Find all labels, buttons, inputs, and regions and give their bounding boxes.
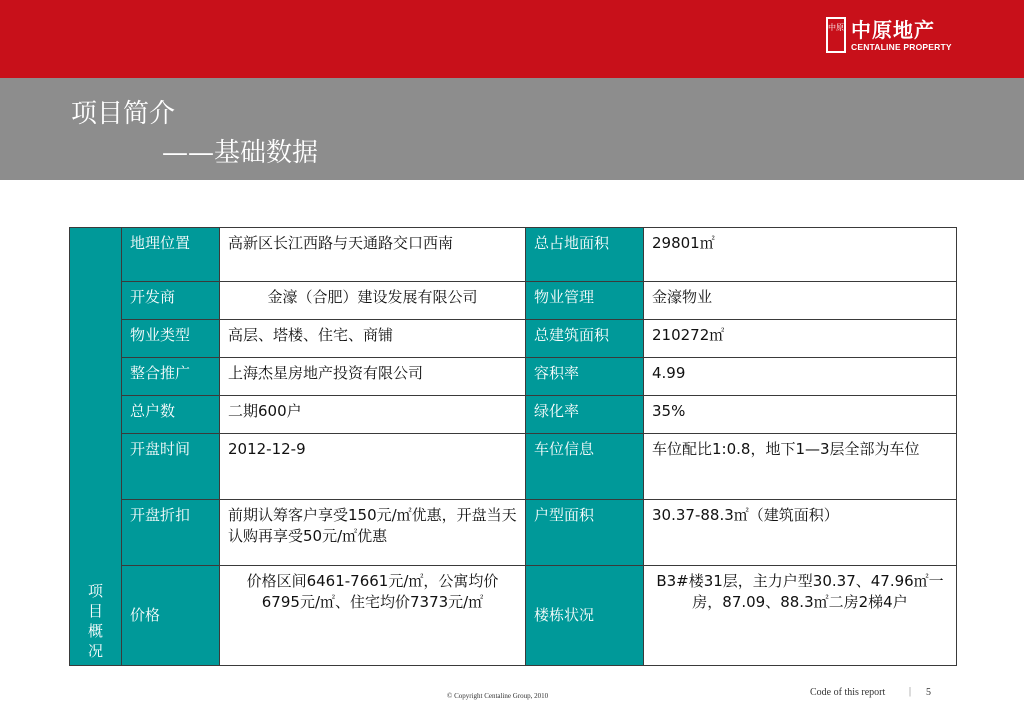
table-row <box>70 228 957 282</box>
row-value: 二期600户 <box>220 396 526 434</box>
project-info-table <box>69 227 957 666</box>
logo-chinese-name: 中原地产 <box>851 18 935 42</box>
row-value: B3#楼31层，主力户型30.37、47.96㎡一房，87.09、88.3㎡二房2梯4户 <box>644 566 957 666</box>
row-label: 物业类型 <box>122 320 220 358</box>
side-label-cell <box>70 228 122 666</box>
row-value: 35% <box>644 396 957 434</box>
row-value: 高新区长江西路与天通路交口西南 <box>220 228 526 282</box>
row-label: 总建筑面积 <box>526 320 644 358</box>
table-row <box>70 358 957 396</box>
row-label: 开盘时间 <box>122 434 220 500</box>
row-value: 210272㎡ <box>644 320 957 358</box>
row-label: 总户数 <box>122 396 220 434</box>
row-label: 整合推广 <box>122 358 220 396</box>
table-row <box>70 434 957 500</box>
table-row <box>70 396 957 434</box>
row-label: 开发商 <box>122 282 220 320</box>
page-number: 5 <box>926 687 931 698</box>
row-value: 30.37-88.3㎡（建筑面积） <box>644 500 957 566</box>
row-label: 车位信息 <box>526 434 644 500</box>
row-label: 地理位置 <box>122 228 220 282</box>
row-value: 29801㎡ <box>644 228 957 282</box>
footer-copyright: © Copyright Centaline Group, 2010 <box>447 692 549 700</box>
header-bar <box>0 0 1024 78</box>
table-row <box>70 566 957 666</box>
table-row <box>70 500 957 566</box>
row-label: 楼栋状况 <box>526 566 644 666</box>
row-value: 4.99 <box>644 358 957 396</box>
row-label: 容积率 <box>526 358 644 396</box>
row-label: 开盘折扣 <box>122 500 220 566</box>
side-label: 项目概况 <box>87 582 103 660</box>
logo-seal: 中原 <box>826 17 846 53</box>
row-label: 总占地面积 <box>526 228 644 282</box>
row-value: 高层、塔楼、住宅、商铺 <box>220 320 526 358</box>
row-value: 2012-12-9 <box>220 434 526 500</box>
row-value: 车位配比1:0.8，地下1—3层全部为车位 <box>644 434 957 500</box>
row-label: 绿化率 <box>526 396 644 434</box>
page-title: 项目简介 <box>71 99 176 129</box>
row-label: 物业管理 <box>526 282 644 320</box>
centaline-logo <box>826 14 966 56</box>
row-label: 价格 <box>122 566 220 666</box>
row-value: 金濠（合肥）建设发展有限公司 <box>220 282 526 320</box>
logo-english-name: CENTALINE PROPERTY <box>851 42 952 52</box>
row-value: 前期认筹客户享受150元/㎡优惠，开盘当天认购再享受50元/㎡优惠 <box>220 500 526 566</box>
footer-separator: | <box>909 686 912 697</box>
table-row <box>70 320 957 358</box>
row-value: 金濠物业 <box>644 282 957 320</box>
row-label: 户型面积 <box>526 500 644 566</box>
table-row <box>70 282 957 320</box>
page-subtitle: ——基础数据 <box>162 138 319 168</box>
footer-report-code: Code of this report <box>810 687 886 698</box>
row-value: 上海杰星房地产投资有限公司 <box>220 358 526 396</box>
row-value: 价格区间6461-7661元/㎡，公寓均价6795元/㎡、住宅均价7373元/㎡ <box>220 566 526 666</box>
